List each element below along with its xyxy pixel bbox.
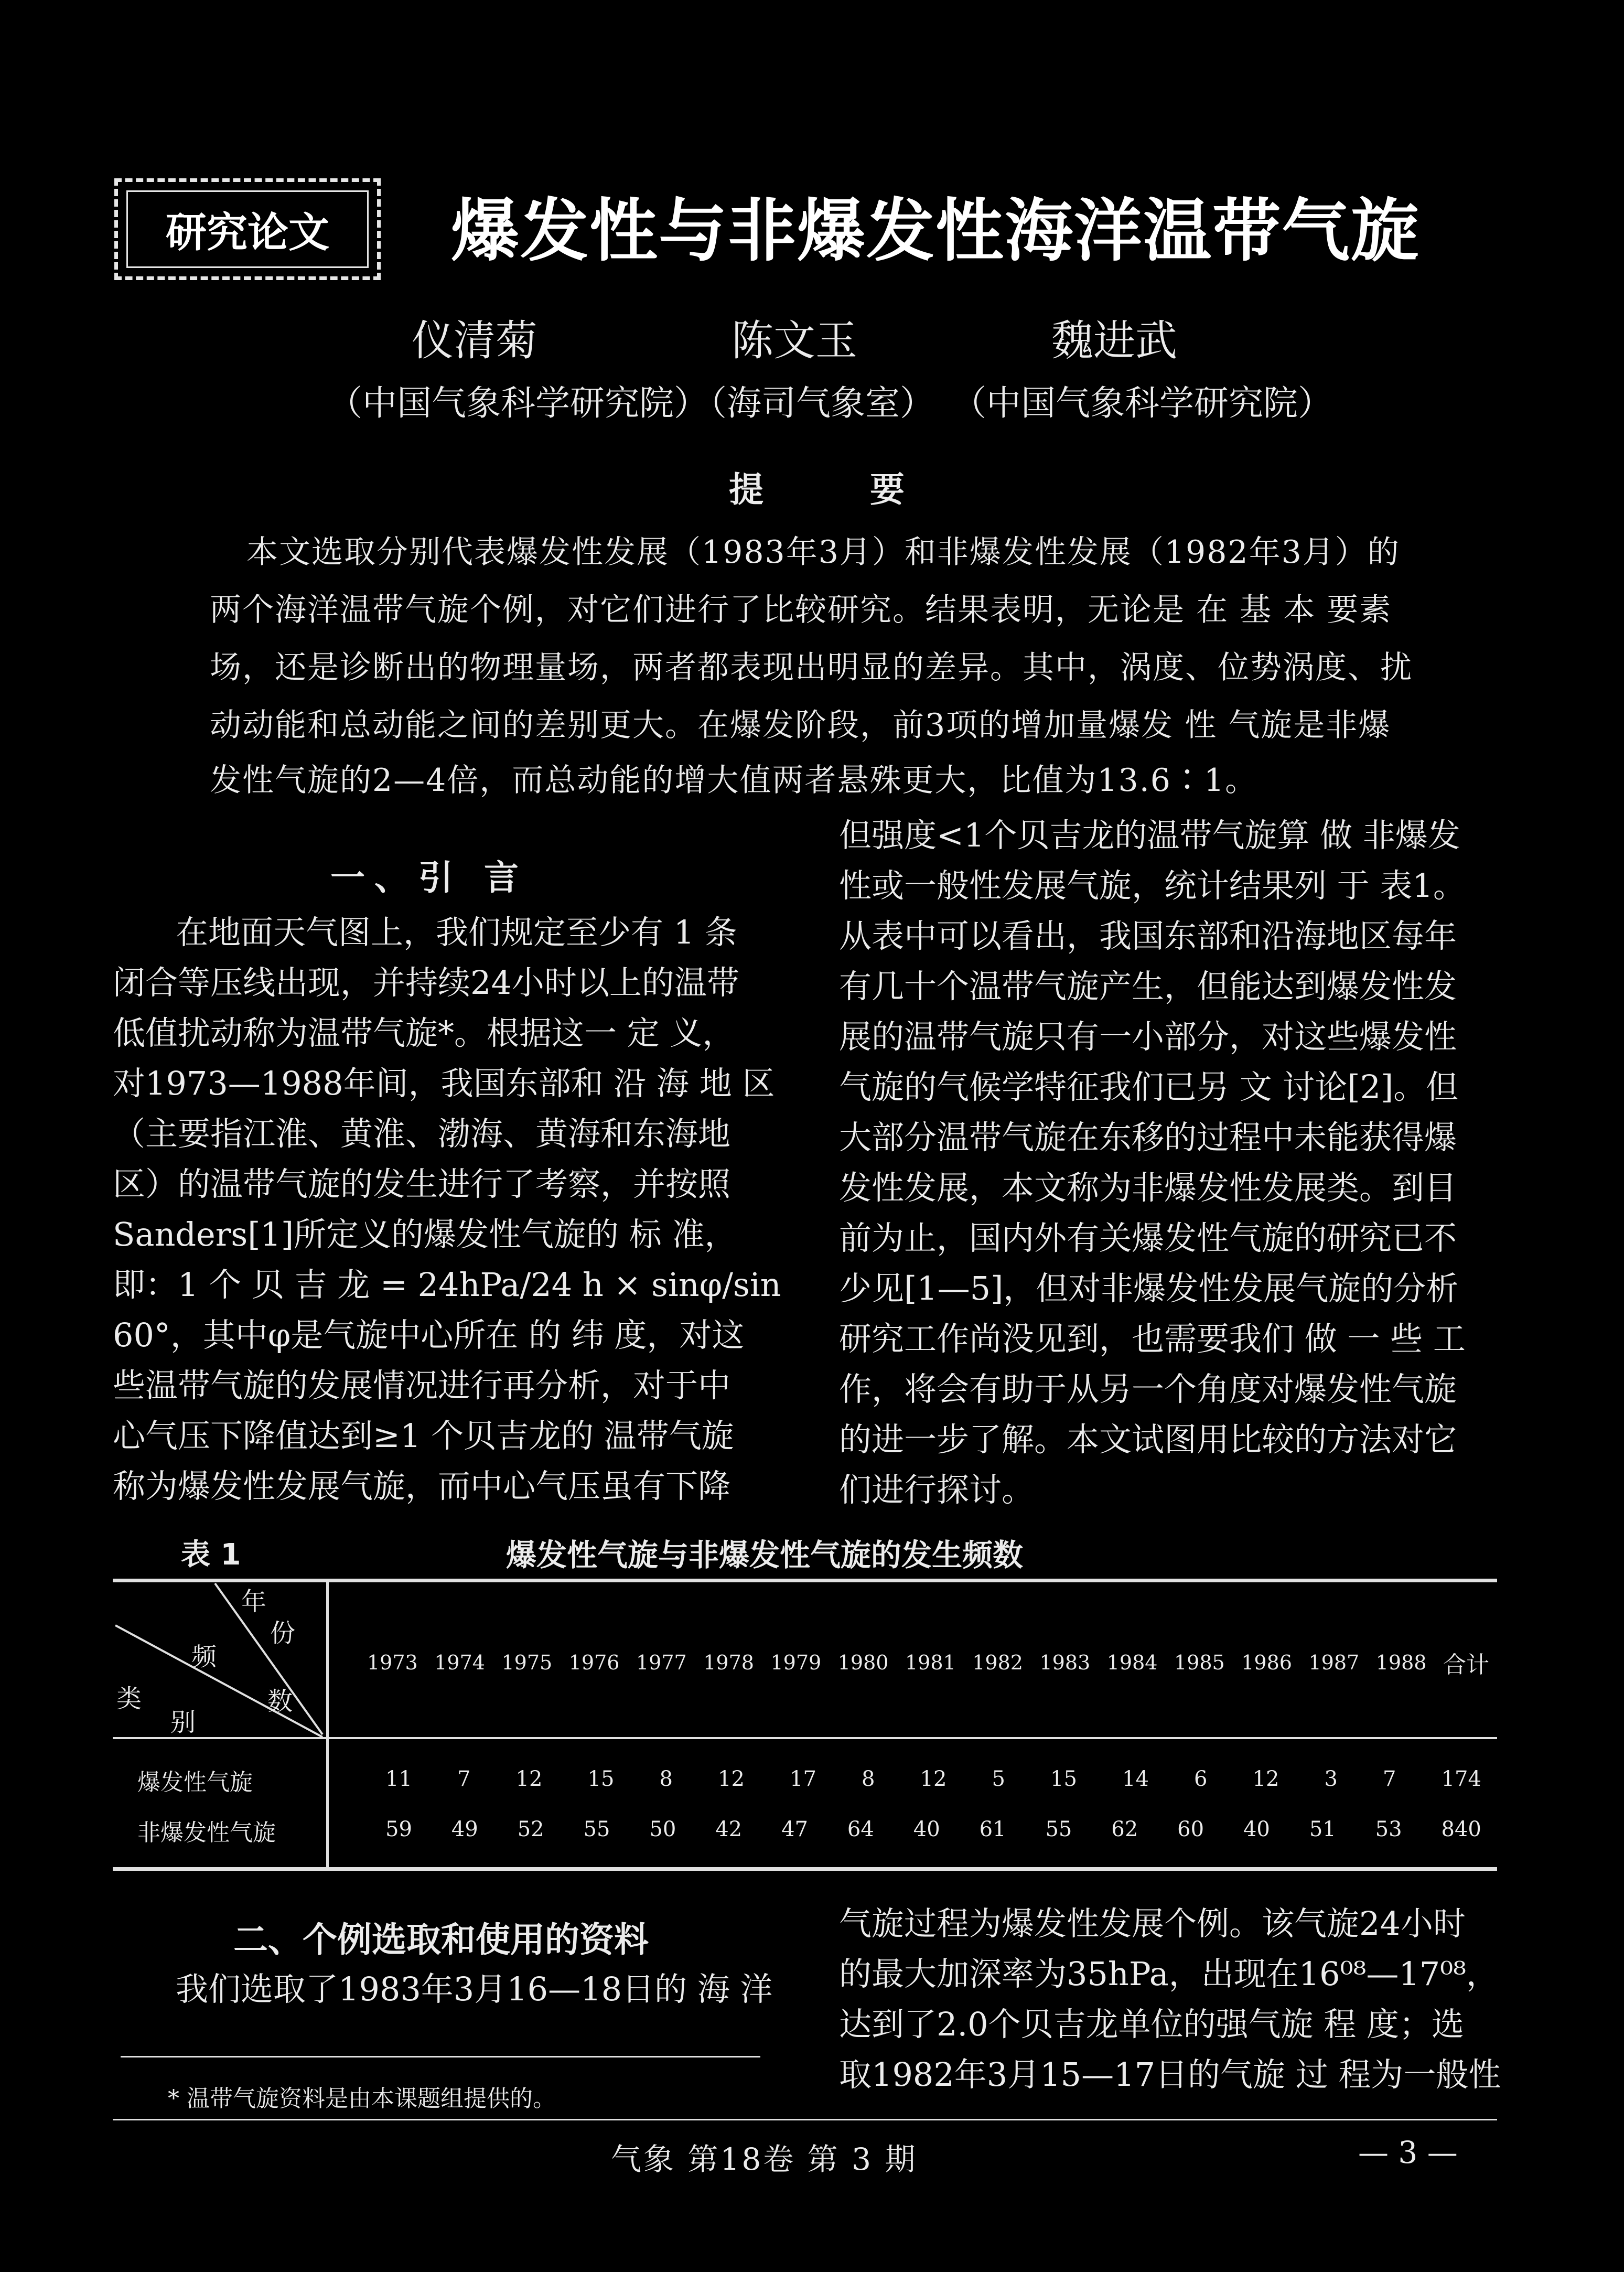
table-cell: 12 [920,1767,947,1791]
abstract-heading: 提 要 [729,469,952,510]
abstract-line: 本文选取分别代表爆发性发展（1983年3月）和非爆发性发展（1982年3月）的 [246,534,1400,571]
paragraph-line: 在地面天气图上，我们规定至少有 1 条 [176,913,737,951]
table-cell: 11 [385,1767,412,1791]
paragraph-line: 的最大加深率为35hPa，出现在16⁰⁸—17⁰⁸， [839,1955,1499,1993]
table-cell: 17 [790,1767,816,1791]
table-cell: 6 [1194,1767,1208,1791]
paragraph-line: 气旋过程为爆发性发展个例。该气旋24小时 [839,1904,1466,1943]
paragraph-line: 展的温带气旋只有一小部分，对这些爆发性 [839,1017,1457,1056]
table-bottom-rule [113,1867,1497,1871]
table-row-label: 爆发性气旋 [137,1769,253,1796]
paragraph-line: 对1973—1988年间，我国东部和 沿 海 地 区 [113,1064,775,1102]
table-column-divider [326,1582,329,1867]
paragraph-line: 作，将会有助于从另一个角度对爆发性气旋 [839,1370,1457,1408]
table-corner-diagonals [113,1582,326,1737]
table-cell: 42 [715,1817,743,1841]
table-cell: 8 [861,1767,875,1791]
table-row [385,1814,1481,1845]
table-row [385,1763,1481,1795]
table-corner-text: 类 [116,1684,142,1713]
table-cell: 53 [1375,1817,1402,1841]
table-cell: 7 [1383,1767,1396,1791]
table-header-cell: 1981 [905,1651,956,1674]
paragraph-line: 的进一步了解。本文试图用比较的方法对它 [839,1420,1457,1459]
footnote: * 温带气旋资料是由本课题组提供的。 [168,2085,556,2112]
paragraph-line: 60°，其中φ是气旋中心所在 的 纬 度，对这 [113,1316,745,1354]
table-cell: 47 [781,1817,808,1841]
paragraph-line: （主要指江淮、黄淮、渤海、黄海和东海地 [113,1114,731,1153]
paragraph-line: 闭合等压线出现，并持续24小时以上的温带 [113,963,739,1002]
paragraph-line: 但强度<1个贝吉龙的温带气旋算 做 非爆发 [839,816,1460,854]
paragraph-line: 取1982年3月15—17日的气旋 过 程为一般性 [839,2055,1501,2094]
table-corner-text: 年 [241,1587,267,1616]
table-cell: 62 [1111,1817,1138,1841]
table-corner-text: 数 [267,1687,293,1716]
table-header-cell: 1978 [703,1651,754,1674]
table-header-cell: 1986 [1241,1651,1292,1674]
table-caption: 爆发性气旋与非爆发性气旋的发生频数 [506,1537,1024,1573]
paragraph-line: 少见[1—5]，但对非爆发性发展气旋的分析 [839,1269,1459,1308]
footer-rule [113,2119,1497,2120]
table-cell: 174 [1441,1767,1481,1791]
table-cell: 55 [1045,1817,1072,1841]
table-header-cell: 1983 [1039,1651,1091,1674]
author-affiliation: （中国气象科学研究院） [328,383,708,423]
paragraph-line: 前为止，国内外有关爆发性气旋的研究已不 [839,1219,1457,1257]
table-header-cell: 1987 [1308,1651,1360,1674]
table-cell: 12 [718,1767,745,1791]
table-cell: 3 [1324,1767,1338,1791]
table-cell: 51 [1309,1817,1336,1841]
table-header-cell: 合计 [1443,1652,1489,1678]
abstract-line: 动动能和总动能之间的差别更大。在爆发阶段，前3项的增加量爆发 性 气旋是非爆 [210,707,1391,744]
section-heading-data: 二、个例选取和使用的资料 [233,1920,649,1960]
paragraph-line: 我们选取了1983年3月16—18日的 海 洋 [176,1970,773,2008]
table-label: 表 1 [181,1538,241,1572]
table-corner-text: 频 [191,1642,217,1671]
author-affiliation: （中国气象科学研究院） [952,383,1332,423]
table-header-cell: 1977 [636,1651,687,1674]
table-cell: 55 [583,1817,610,1841]
table-cell: 12 [515,1767,543,1791]
paragraph-line: 区）的温带气旋的发生进行了考察，并按照 [113,1165,731,1203]
abstract-line: 两个海洋温带气旋个例，对它们进行了比较研究。结果表明，无论是 在 基 本 要素 [210,592,1392,628]
table-cell: 64 [847,1817,874,1841]
table-corner-text: 别 [170,1708,196,1737]
table-cell: 8 [659,1767,673,1791]
paragraph-line: 有几十个温带气旋产生，但能达到爆发性发 [839,967,1457,1005]
table-header-cell: 1985 [1174,1651,1225,1674]
table-cell: 5 [992,1767,1005,1791]
paragraph-line: 称为爆发性发展气旋，而中心气压虽有下降 [113,1467,731,1505]
author-affiliation: （海司气象室） [692,383,934,423]
table-header-cell: 1980 [837,1651,889,1674]
table-header-rule [113,1737,1497,1739]
paragraph-line: 们进行探讨。 [839,1471,1035,1509]
table-header-cell: 1976 [568,1651,620,1674]
table-cell: 15 [1050,1767,1077,1791]
table-cell: 15 [587,1767,615,1791]
author-name: 陈文玉 [732,316,857,365]
table-cell: 7 [457,1767,471,1791]
section-heading-intro: 一、引 言 [330,858,528,898]
intro-right-column [839,810,1466,1515]
author-name: 仪清菊 [412,316,537,365]
author-name: 魏进武 [1051,316,1177,365]
table-cell: 40 [913,1817,940,1841]
table-header-cell: 1988 [1375,1651,1427,1674]
paragraph-line: 些温带气旋的发展情况进行再分析，对于中 [113,1366,731,1405]
abstract-line: 发性气旋的2—4倍，而总动能的增大值两者悬殊更大，比值为13.6∶1。 [210,762,1258,799]
paragraph-line: 气旋的气候学特征我们已另 文 讨论[2]。但 [839,1068,1459,1106]
intro-left-column [113,907,781,1512]
paragraph-line: 即：1 个 贝 吉 龙 = 24hPa/24 h × sinφ/sin [113,1266,781,1304]
paragraph-line: 心气压下降值达到≥1 个贝吉龙的 温带气旋 [113,1417,734,1455]
abstract-line: 场，还是诊断出的物理量场，两者都表现出明显的差异。其中，涡度、位势涡度、扰 [210,649,1413,686]
table-cell: 60 [1177,1817,1204,1841]
paper-title: 爆发性与非爆发性海洋温带气旋 [451,191,1421,271]
paragraph-line: 低值扰动称为温带气旋*。根据这一 定 义， [113,1014,735,1052]
table-header-cell: 1982 [972,1651,1023,1674]
paragraph-line: 从表中可以看出，我国东部和沿海地区每年 [839,917,1457,955]
table-cell: 12 [1252,1767,1279,1791]
table-year-header-row [367,1647,1489,1678]
table-header-cell: 1984 [1106,1651,1158,1674]
page-number: — 3 — [1358,2135,1458,2170]
table-cell: 61 [979,1817,1006,1841]
table-header-cell: 1979 [770,1651,822,1674]
paragraph-line: 大部分温带气旋在东移的过程中未能获得爆 [839,1118,1457,1156]
column-badge: 研究论文 [114,178,381,280]
table-cell: 840 [1441,1817,1481,1841]
paragraph-line: 性或一般性发展气旋，统计结果列 于 表1。 [839,866,1466,905]
table-cell: 14 [1122,1767,1149,1791]
paragraph-line: 达到了2.0个贝吉龙单位的强气旋 程 度；选 [839,2005,1465,2043]
table-cell: 50 [649,1817,676,1841]
paragraph-line: 研究工作尚没见到，也需要我们 做 一 些 工 [839,1320,1466,1358]
table-header-cell: 1974 [434,1651,485,1674]
table-cell: 52 [517,1817,544,1841]
table-row-label: 非爆发性气旋 [137,1819,276,1846]
table-cell: 40 [1243,1817,1270,1841]
table-corner-text: 份 [270,1619,296,1648]
footer-journal-info: 气象 第18卷 第 3 期 [611,2141,918,2177]
paragraph-line: 发性发展，本文称为非爆发性发展类。到目 [839,1169,1457,1207]
table-header-cell: 1975 [501,1651,553,1674]
section2-right-column [839,1899,1501,2100]
footnote-rule [121,2056,760,2057]
table-top-rule [113,1579,1497,1582]
table-header-cell: 1973 [367,1651,418,1674]
paragraph-line: Sanders[1]所定义的爆发性气旋的 标 准， [113,1215,737,1253]
table-cell: 49 [451,1817,478,1841]
table-cell: 59 [385,1817,412,1841]
